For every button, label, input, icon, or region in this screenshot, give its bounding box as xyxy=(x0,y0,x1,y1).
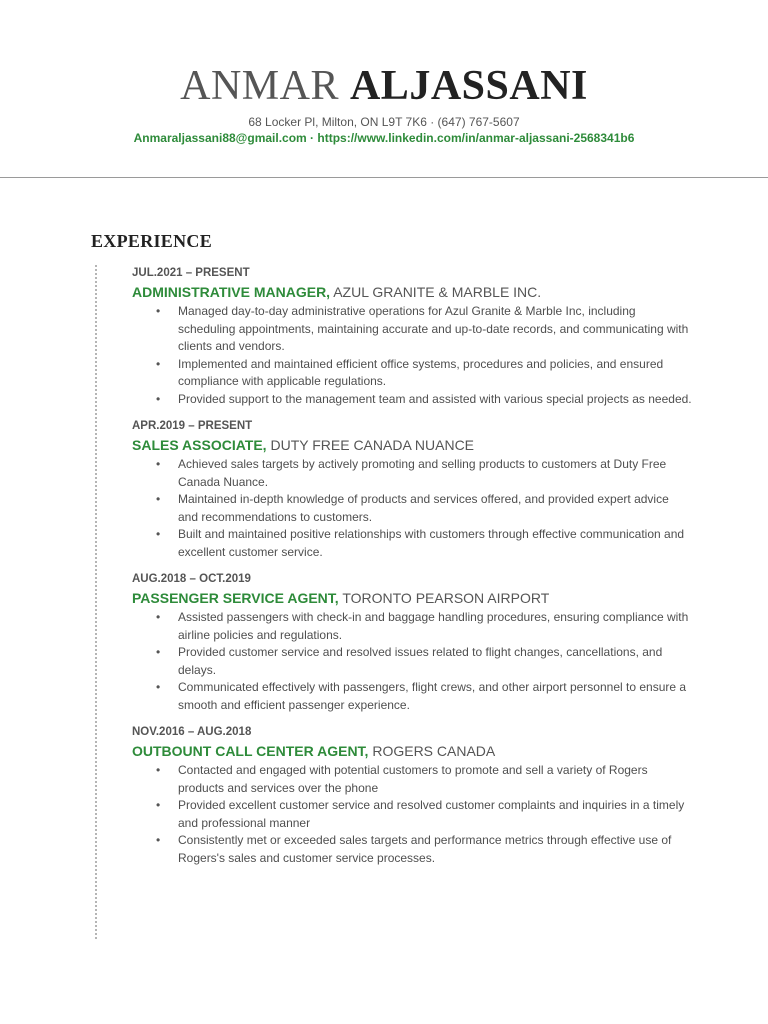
bullet-icon: • xyxy=(156,304,161,318)
duty-text: Implemented and maintained efficient office systems, procedures and policies, and ensured compliance with applicable regulations. xyxy=(178,356,664,388)
experience-heading: EXPERIENCE xyxy=(91,231,213,251)
job-role: OUTBOUNT CALL CENTER AGENT, xyxy=(132,743,369,759)
timeline-dotted-line xyxy=(95,265,97,939)
bullet-icon: • xyxy=(156,391,161,406)
job-dates: AUG.2018 – OCT.2019 xyxy=(132,573,251,585)
duty-text: Provided support to the management team and assisted with various special projects as needed. xyxy=(178,391,692,406)
job-dates: APR.2019 – PRESENT xyxy=(132,420,253,432)
duty-text: Assisted passengers with check-in and baggage handling procedures, ensuring compliance with airline policies and regulations. xyxy=(178,610,689,642)
job-title xyxy=(132,740,692,762)
resume-header xyxy=(0,60,768,146)
duty-text: Achieved sales targets by actively promoting and selling products to customers at Duty Free Canada Nuance. xyxy=(178,457,667,489)
duty-text: Managed day-to-day administrative operations for Azul Granite & Marble Inc, including scheduling appointments, maintaining accurate and up-to-date records, and communicating with clients and vendors. xyxy=(178,304,689,353)
duty-item xyxy=(156,526,692,561)
bullet-icon: • xyxy=(156,527,161,541)
job-duties xyxy=(132,609,692,714)
contact-line[interactable]: Anmaraljassani88@gmail.com · https://www.linkedin.com/in/anmar-aljassani-2568341b6 xyxy=(133,131,635,145)
duty-item xyxy=(156,391,692,409)
duty-text: Contacted and engaged with potential customers to promote and sell a variety of Rogers products and services over the phone xyxy=(178,763,648,795)
duty-text: Provided excellent customer service and resolved customer complaints and inquiries in a timely and professional manner xyxy=(178,798,685,830)
duty-item xyxy=(156,491,692,526)
job-title xyxy=(132,587,692,609)
header-divider xyxy=(0,177,768,178)
duty-item xyxy=(156,832,692,867)
job-title xyxy=(132,434,692,456)
job-entry xyxy=(132,418,692,561)
duty-item xyxy=(156,679,692,714)
job-duties xyxy=(132,762,692,867)
job-dates: NOV.2016 – AUG.2018 xyxy=(132,726,252,738)
first-name: ANMAR xyxy=(180,63,339,109)
bullet-icon: • xyxy=(156,763,161,777)
duty-text: Communicated effectively with passengers, flight crews, and other airport personnel to ensure a smooth and efficient passenger experience. xyxy=(178,680,687,712)
job-role: PASSENGER SERVICE AGENT, xyxy=(132,590,339,606)
duty-text: Maintained in-depth knowledge of products and services offered, and provided expert advice and recommendations to customers. xyxy=(178,492,669,524)
bullet-icon: • xyxy=(156,680,161,694)
job-entry xyxy=(132,265,692,408)
job-role: ADMINISTRATIVE MANAGER, xyxy=(132,284,331,300)
duty-item xyxy=(156,797,692,832)
job-entry xyxy=(132,724,692,867)
bullet-icon: • xyxy=(156,492,161,506)
experience-list xyxy=(132,265,692,877)
job-duties xyxy=(132,303,692,408)
job-entry xyxy=(132,571,692,714)
job-dates: JUL.2021 – PRESENT xyxy=(132,267,250,279)
duty-item xyxy=(156,609,692,644)
bullet-icon: • xyxy=(156,457,161,471)
job-title xyxy=(132,281,692,303)
duty-item xyxy=(156,303,692,356)
job-company: ROGERS CANADA xyxy=(372,743,496,759)
bullet-icon: • xyxy=(156,798,161,812)
duty-text: Built and maintained positive relationships with customers through effective communication and excellent customer service. xyxy=(178,527,685,559)
bullet-icon: • xyxy=(156,645,161,659)
job-company: AZUL GRANITE & MARBLE INC. xyxy=(333,284,542,300)
bullet-icon: • xyxy=(156,833,161,847)
bullet-icon: • xyxy=(156,356,161,371)
candidate-name xyxy=(0,60,768,112)
duty-item xyxy=(156,356,692,391)
job-duties xyxy=(132,456,692,561)
job-company: DUTY FREE CANADA NUANCE xyxy=(270,437,475,453)
duty-text: Consistently met or exceeded sales targets and performance metrics through effective use of Rogers's sales and customer service processes. xyxy=(178,833,672,865)
last-name: ALJASSANI xyxy=(349,63,588,109)
job-role: SALES ASSOCIATE, xyxy=(132,437,267,453)
duty-text: Provided customer service and resolved issues related to flight changes, cancellations, and delays. xyxy=(178,645,663,677)
duty-item xyxy=(156,762,692,797)
address-line: 68 Locker Pl, Milton, ON L9T 7K6 · (647) 767-5607 xyxy=(248,115,520,129)
duty-item xyxy=(156,456,692,491)
duty-item xyxy=(156,644,692,679)
job-company: TORONTO PEARSON AIRPORT xyxy=(342,590,550,606)
bullet-icon: • xyxy=(156,610,161,624)
